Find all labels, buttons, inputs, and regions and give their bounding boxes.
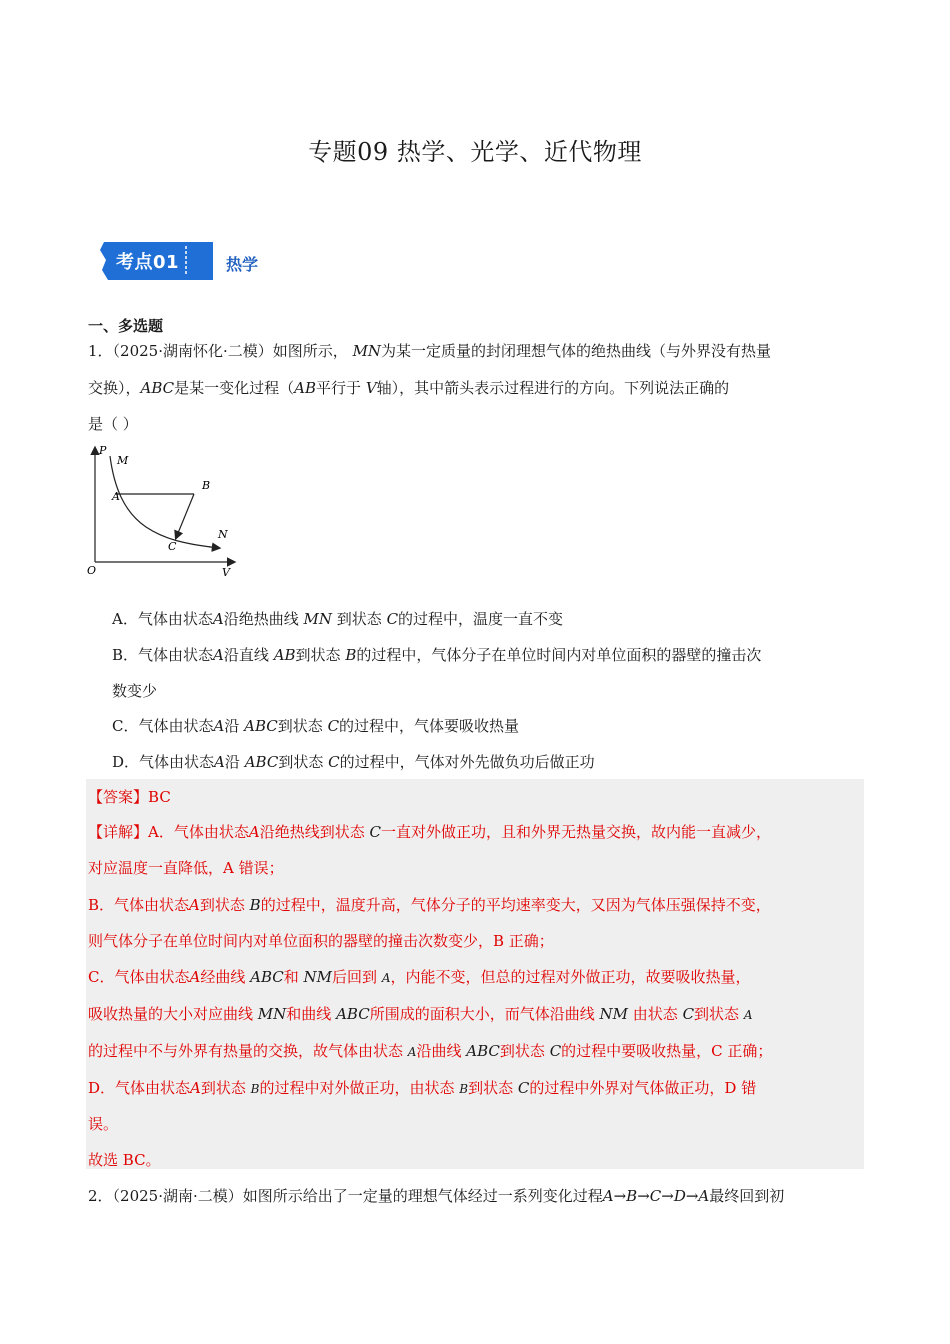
adiabatic-curve-mn <box>110 456 219 548</box>
detail-b-1: B．气体由状态A到状态 B的过程中，温度升高，气体分子的平均速率变大，又因为气体压强保持不变， <box>88 896 771 914</box>
q1-line-2: 交换），ABC是某一变化过程（AB平行于 V轴），其中箭头表示过程进行的方向。下列说法正确的 <box>88 379 730 397</box>
q1-line-1: 1．（2025·湖南怀化·二模）如图所示， MN为某一定质量的封闭理想气体的绝热曲线（与外界没有热量 <box>88 342 772 360</box>
detail-c-3: 的过程中不与外界有热量的交换，故气体由状态 A沿曲线 ABC到状态 C的过程中要吸收热量，C 正确； <box>88 1042 773 1060</box>
detail-a-2: 对应温度一直降低，A 错误； <box>88 859 284 877</box>
answer-line: 【答案】BC <box>88 788 171 806</box>
label-v: V <box>222 566 230 579</box>
label-b: B <box>202 479 211 492</box>
option-b: B．气体由状态A沿直线 AB到状态 B的过程中，气体分子在单位时间内对单位面积的器壁的撞击次 <box>112 646 762 664</box>
detail-c-1: C．气体由状态A经曲线 ABC和 NM后回到 A，内能不变，但总的过程对外做正功，故要吸收热量， <box>88 968 751 986</box>
label-p: P <box>99 444 107 457</box>
option-a: A．气体由状态A沿绝热曲线 MN 到状态 C的过程中，温度一直不变 <box>112 610 564 628</box>
page-title: 专题09 热学、光学、近代物理 <box>308 138 642 166</box>
option-c: C．气体由状态A沿 ABC到状态 C的过程中，气体要吸收热量 <box>112 717 520 735</box>
section-title: 热学 <box>226 255 259 274</box>
label-a: A <box>112 490 120 503</box>
label-c: C <box>168 540 177 553</box>
detail-b-2: 则气体分子在单位时间内对单位面积的器壁的撞击次数变少，B 正确； <box>88 932 554 950</box>
detail-c-2: 吸收热量的大小对应曲线 MN和曲线 ABC所围成的面积大小，而气体沿曲线 NM 由状态 C到状态 A <box>88 1005 753 1023</box>
label-n: N <box>218 528 228 541</box>
detail-d-2: 误。 <box>88 1115 119 1133</box>
detail-a-1: 【详解】A．气体由状态A沿绝热线到状态 C一直对外做正功，且和外界无热量交换，故内能一直减少， <box>88 823 771 841</box>
segment-bc <box>176 494 194 538</box>
q2-line-1: 2．（2025·湖南·二模）如图所示给出了一定量的理想气体经过一系列变化过程A→B→C→D→A最终回到初 <box>88 1187 785 1205</box>
q1-line-3: 是（ ） <box>88 415 138 433</box>
badge-label: 考点01 <box>116 252 180 273</box>
label-o: O <box>87 564 97 577</box>
pv-diagram <box>84 442 244 582</box>
detail-final: 故选 BC。 <box>88 1151 161 1169</box>
option-b-cont: 数变少 <box>112 682 158 700</box>
option-d: D．气体由状态A沿 ABC到状态 C的过程中，气体对外先做负功后做正功 <box>112 753 595 771</box>
group-heading: 一、多选题 <box>88 317 164 335</box>
label-m: M <box>117 454 129 467</box>
detail-d-1: D．气体由状态A到状态 B的过程中对外做正功，由状态 B到状态 C的过程中外界对气体做正功，D 错 <box>88 1079 757 1097</box>
